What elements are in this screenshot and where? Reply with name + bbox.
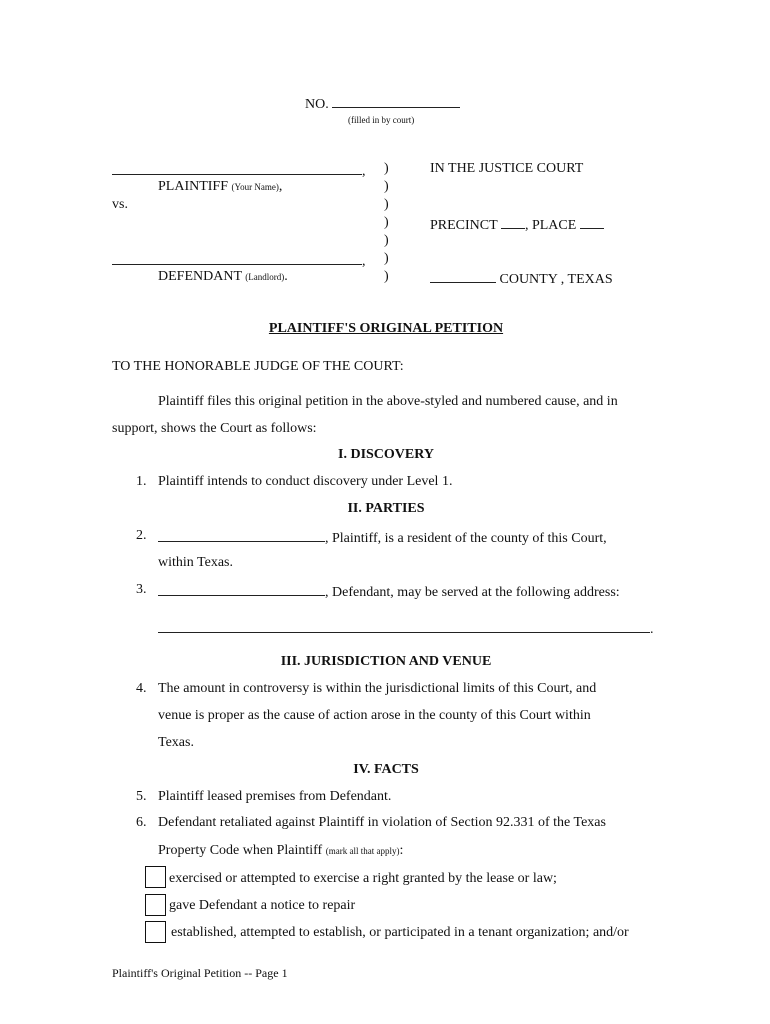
defendant-address-field[interactable] (158, 618, 650, 633)
item-6-line-2 (158, 842, 403, 860)
case-number-label: NO. (305, 97, 329, 112)
plaintiff-note: (Your Name) (231, 182, 279, 192)
plaintiff-resident-field[interactable] (158, 527, 325, 542)
caption-paren-3: ) (384, 197, 389, 212)
salutation: TO THE HONORABLE JUDGE OF THE COURT: (112, 359, 404, 374)
item-2-number: 2. (136, 528, 147, 543)
precinct-line (430, 214, 604, 235)
address-line (158, 618, 654, 639)
item-4-line-2: venue is proper as the cause of action arose in the county of this Court within (158, 708, 591, 723)
item-2-text: , Plaintiff, is a resident of the county of this Court, (325, 531, 607, 546)
defendant-line-comma: , (362, 254, 366, 269)
section-discovery-heading: I. DISCOVERY (338, 447, 434, 462)
caption-paren-2: ) (384, 179, 389, 194)
item-6-line-1: Defendant retaliated against Plaintiff in violation of Section 92.331 of the Texas (158, 815, 606, 830)
item-6-text: Property Code when Plaintiff (158, 843, 323, 858)
address-period: . (650, 622, 654, 637)
section-jurisdiction-heading: III. JURISDICTION AND VENUE (280, 654, 492, 669)
caption-paren-1: ) (384, 161, 389, 176)
caption-paren-5: ) (384, 233, 389, 248)
precinct-label: PRECINCT (430, 218, 498, 233)
versus-label: vs. (112, 197, 128, 212)
page-footer: Plaintiff's Original Petition -- Page 1 (112, 966, 288, 980)
filled-by-court-note: (filled in by court) (348, 115, 415, 125)
caption-paren-6: ) (384, 251, 389, 266)
checkbox-repair-notice[interactable] (145, 894, 166, 916)
court-name: IN THE JUSTICE COURT (430, 161, 584, 176)
intro-line-1: Plaintiff files this original petition in the above-styled and numbered cause, and in (158, 394, 618, 409)
caption-paren-7: ) (384, 269, 389, 284)
item-1-text: Plaintiff intends to conduct discovery under Level 1. (158, 474, 453, 489)
plaintiff-line-comma: , (362, 164, 366, 179)
item-2-line-1 (158, 527, 607, 548)
item-1-number: 1. (136, 474, 147, 489)
section-parties-heading: II. PARTIES (347, 501, 425, 516)
document-title: PLAINTIFF'S ORIGINAL PETITION (268, 321, 504, 336)
item-3-line-1 (158, 581, 620, 602)
item-2-line-2: within Texas. (158, 555, 233, 570)
plaintiff-caption (158, 178, 282, 196)
county-field[interactable] (430, 268, 496, 283)
defendant-caption (158, 268, 288, 286)
item-4-line-3: Texas. (158, 735, 194, 750)
caption-paren-4: ) (384, 215, 389, 230)
plaintiff-comma: , (278, 179, 283, 194)
item-3-number: 3. (136, 582, 147, 597)
place-label: , PLACE (524, 218, 577, 233)
checkbox-exercised-right[interactable] (145, 866, 166, 888)
plaintiff-name-field[interactable] (112, 160, 362, 175)
item-5-text: Plaintiff leased premises from Defendant. (158, 789, 392, 804)
item-3-text: , Defendant, may be served at the following address: (325, 585, 620, 600)
item-5-number: 5. (136, 789, 147, 804)
item-4-number: 4. (136, 681, 147, 696)
defendant-period: . (284, 269, 288, 284)
checkbox-tenant-organization[interactable] (145, 921, 166, 943)
checklist-item-3: established, attempted to establish, or participated in a tenant organization; and/or (171, 925, 629, 940)
defendant-served-field[interactable] (158, 581, 325, 596)
county-line (430, 268, 613, 289)
precinct-field[interactable] (501, 214, 525, 229)
plaintiff-label: PLAINTIFF (158, 179, 229, 194)
county-label: COUNTY , TEXAS (499, 272, 613, 287)
item-6-colon: : (399, 843, 404, 858)
place-field[interactable] (580, 214, 604, 229)
defendant-name-field[interactable] (112, 250, 362, 265)
checklist-item-2: gave Defendant a notice to repair (169, 898, 356, 913)
item-6-number: 6. (136, 815, 147, 830)
defendant-label: DEFENDANT (158, 269, 242, 284)
checklist-item-1: exercised or attempted to exercise a right granted by the lease or law; (169, 871, 557, 886)
mark-all-note: (mark all that apply) (325, 846, 400, 856)
item-4-line-1: The amount in controversy is within the jurisdictional limits of this Court, and (158, 681, 597, 696)
defendant-note: (Landlord) (245, 272, 285, 282)
intro-line-2: support, shows the Court as follows: (112, 421, 317, 436)
section-facts-heading: IV. FACTS (353, 762, 419, 777)
case-number-field[interactable] (332, 93, 460, 108)
